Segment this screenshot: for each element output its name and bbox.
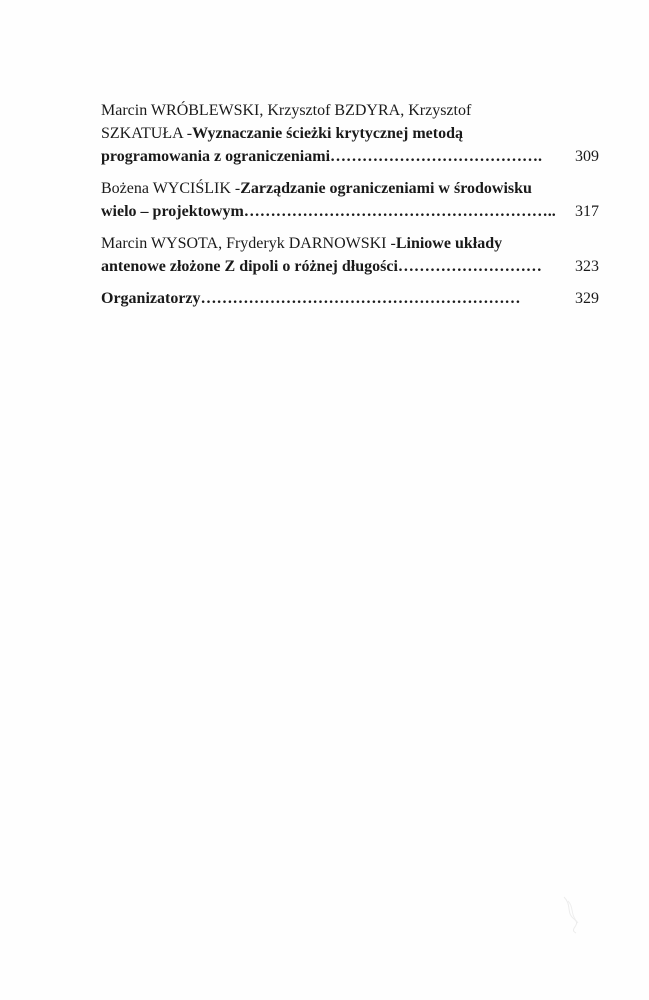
dot-leader: …………………………………. [330,148,543,165]
page-number: 329 [575,290,599,307]
page-number: 323 [575,258,599,275]
toc-entry-line [101,232,599,255]
toc-entry-line [101,200,599,223]
toc-entry [101,177,599,223]
toc-entry-line [101,145,599,168]
entry-title: Organizatorzy [101,290,201,307]
toc-entry-line [101,122,599,145]
entry-title: Liniowe układy [395,235,503,252]
page-number: 309 [575,148,599,165]
entry-authors: SZKATUŁA - [101,125,193,142]
toc-entry-line [101,177,599,200]
table-of-contents [101,99,599,310]
entry-title: programowania z ograniczeniami [101,148,331,165]
toc-entry-line [101,287,599,310]
dot-leader: …………………………………………………… [200,290,521,307]
toc-entry [101,232,599,278]
entry-title: Zarządzanie ograniczeniami w środowisku [240,180,532,197]
page-number: 317 [575,203,599,220]
entry-authors: Marcin WRÓBLEWSKI, Krzysztof BZDYRA, Krzysztof [101,102,472,119]
entry-title: wielo – projektowym [101,203,244,220]
entry-authors: Bożena WYCIŚLIK - [101,180,241,197]
faint-scan-mark [560,895,582,935]
toc-entry [101,99,599,168]
toc-entry-line [101,255,599,278]
entry-title: antenowe złożone Z dipoli o różnej długości [101,258,398,275]
entry-authors: Marcin WYSOTA, Fryderyk DARNOWSKI - [101,235,396,252]
toc-entry-organizers [101,287,599,310]
entry-title: Wyznaczanie ścieżki krytycznej metodą [192,125,463,142]
dot-leader: ……………………… [397,258,542,275]
toc-entry-line [101,99,599,122]
dot-leader: ………………………………………………….. [243,203,556,220]
